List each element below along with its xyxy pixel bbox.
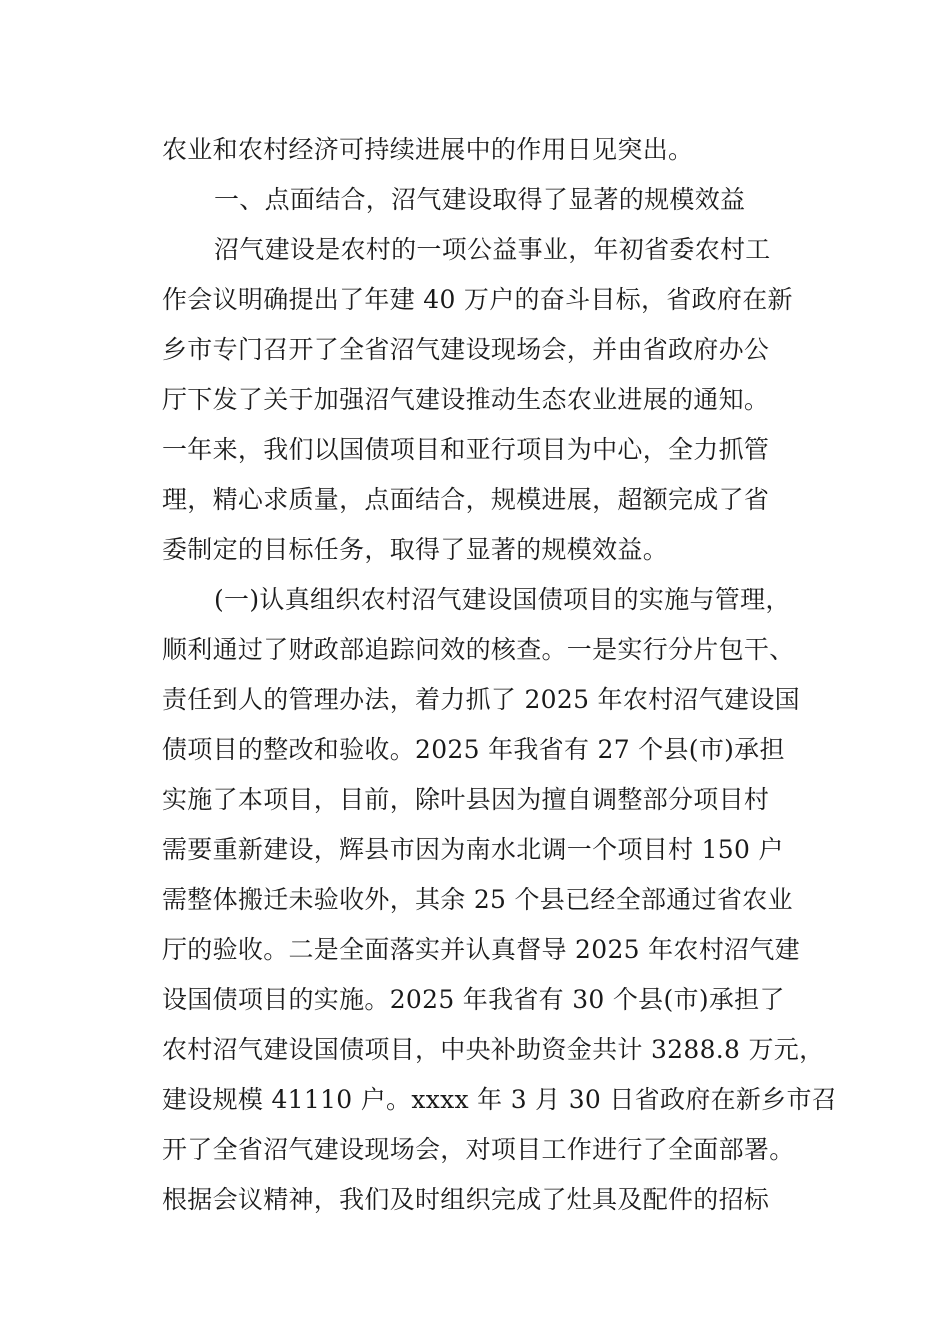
body-text-line: 实施了本项目，目前，除叶县因为擅自调整部分项目村 xyxy=(162,785,770,814)
body-text-line: 需要重新建设，辉县市因为南水北调一个项目村 150 户 xyxy=(162,835,784,864)
body-text-line: 需整体搬迁未验收外，其余 25 个县已经全部通过省农业 xyxy=(162,885,793,914)
body-text-line: 农村沼气建设国债项目，中央补助资金共计 3288.8 万元， xyxy=(162,1035,825,1064)
body-text-line: 乡市专门召开了全省沼气建设现场会，并由省政府办公 xyxy=(162,335,770,364)
body-text-line: 一年来，我们以国债项目和亚行项目为中心，全力抓管 xyxy=(162,435,770,464)
body-text-line: 作会议明确提出了年建 40 万户的奋斗目标，省政府在新 xyxy=(162,285,793,314)
body-text-line: 建设规模 41110 户。xxxx 年 3 月 30 日省政府在新乡市召 xyxy=(162,1085,838,1114)
body-text-line: 委制定的目标任务，取得了显著的规模效益。 xyxy=(162,535,669,564)
body-text-line: 厅下发了关于加强沼气建设推动生态农业进展的通知。 xyxy=(162,385,770,414)
body-text-line: 厅的验收。二是全面落实并认真督导 2025 年农村沼气建 xyxy=(162,935,800,964)
body-text-line: 理，精心求质量，点面结合，规模进展，超额完成了省 xyxy=(162,485,770,514)
paragraph-start: 沼气建设是农村的一项公益事业，年初省委农村工 xyxy=(214,235,771,264)
body-text-line: 顺利通过了财政部追踪问效的核查。一是实行分片包干、 xyxy=(162,635,795,664)
body-text-line: 债项目的整改和验收。2025 年我省有 27 个县(市)承担 xyxy=(162,735,785,764)
section-heading: 一、点面结合，沼气建设取得了显著的规模效益 xyxy=(214,185,746,214)
subsection-heading: (一)认真组织农村沼气建设国债项目的实施与管理， xyxy=(214,585,791,614)
body-text-line: 开了全省沼气建设现场会，对项目工作进行了全面部署。 xyxy=(162,1135,795,1164)
body-text-line: 责任到人的管理办法，着力抓了 2025 年农村沼气建设国 xyxy=(162,685,800,714)
body-text-line: 农业和农村经济可持续进展中的作用日见突出。 xyxy=(162,135,694,164)
body-text-line: 设国债项目的实施。2025 年我省有 30 个县(市)承担了 xyxy=(162,985,785,1014)
body-text-line: 根据会议精神，我们及时组织完成了灶具及配件的招标 xyxy=(162,1185,770,1214)
